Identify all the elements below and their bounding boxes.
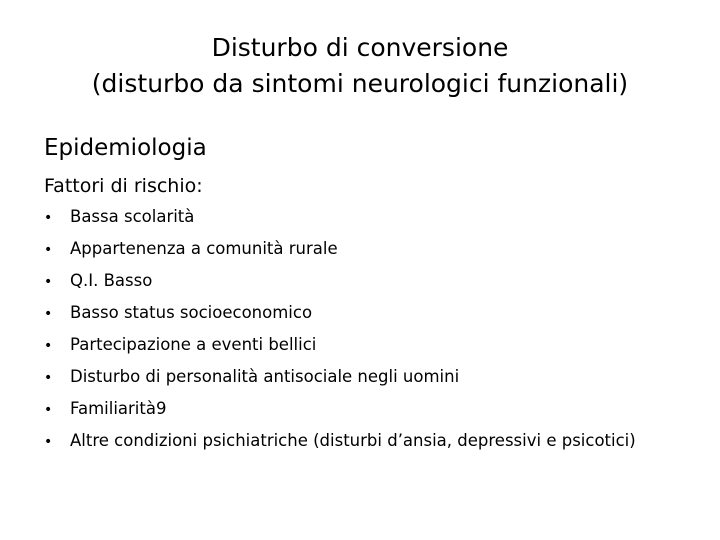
bullet-icon: • bbox=[44, 306, 53, 322]
section-heading: Epidemiologia bbox=[44, 135, 207, 161]
list-item bbox=[44, 207, 636, 239]
list-item-text: Disturbo di personalità antisociale negli uomini bbox=[70, 367, 460, 386]
list-item bbox=[44, 399, 636, 431]
slide-title-line-1: Disturbo di conversione bbox=[211, 33, 509, 62]
list-item-text: Familiarità9 bbox=[70, 399, 167, 418]
list-item bbox=[44, 239, 636, 271]
risk-factors-heading: Fattori di rischio: bbox=[44, 175, 203, 197]
list-item bbox=[44, 367, 636, 399]
slide-title-line-2: (disturbo da sintomi neurologici funzionali) bbox=[91, 69, 629, 98]
bullet-icon: • bbox=[44, 210, 53, 226]
bullet-icon: • bbox=[44, 370, 53, 386]
bullet-icon: • bbox=[44, 434, 53, 450]
list-item-text: Appartenenza a comunità rurale bbox=[70, 239, 338, 258]
list-item-text: Partecipazione a eventi bellici bbox=[70, 335, 317, 354]
list-item bbox=[44, 335, 636, 367]
list-item-text: Bassa scolarità bbox=[70, 207, 195, 226]
list-item-text: Altre condizioni psichiatriche (disturbi d’ansia, depressivi e psicotici) bbox=[70, 431, 636, 450]
bullet-icon: • bbox=[44, 402, 53, 418]
risk-factors-list bbox=[44, 207, 636, 463]
list-item bbox=[44, 431, 636, 463]
list-item-text: Q.I. Basso bbox=[70, 271, 153, 290]
list-item bbox=[44, 271, 636, 303]
slide-title bbox=[20, 30, 700, 102]
bullet-icon: • bbox=[44, 242, 53, 258]
list-item-text: Basso status socioeconomico bbox=[70, 303, 313, 322]
bullet-icon: • bbox=[44, 274, 53, 290]
list-item bbox=[44, 303, 636, 335]
bullet-icon: • bbox=[44, 338, 53, 354]
